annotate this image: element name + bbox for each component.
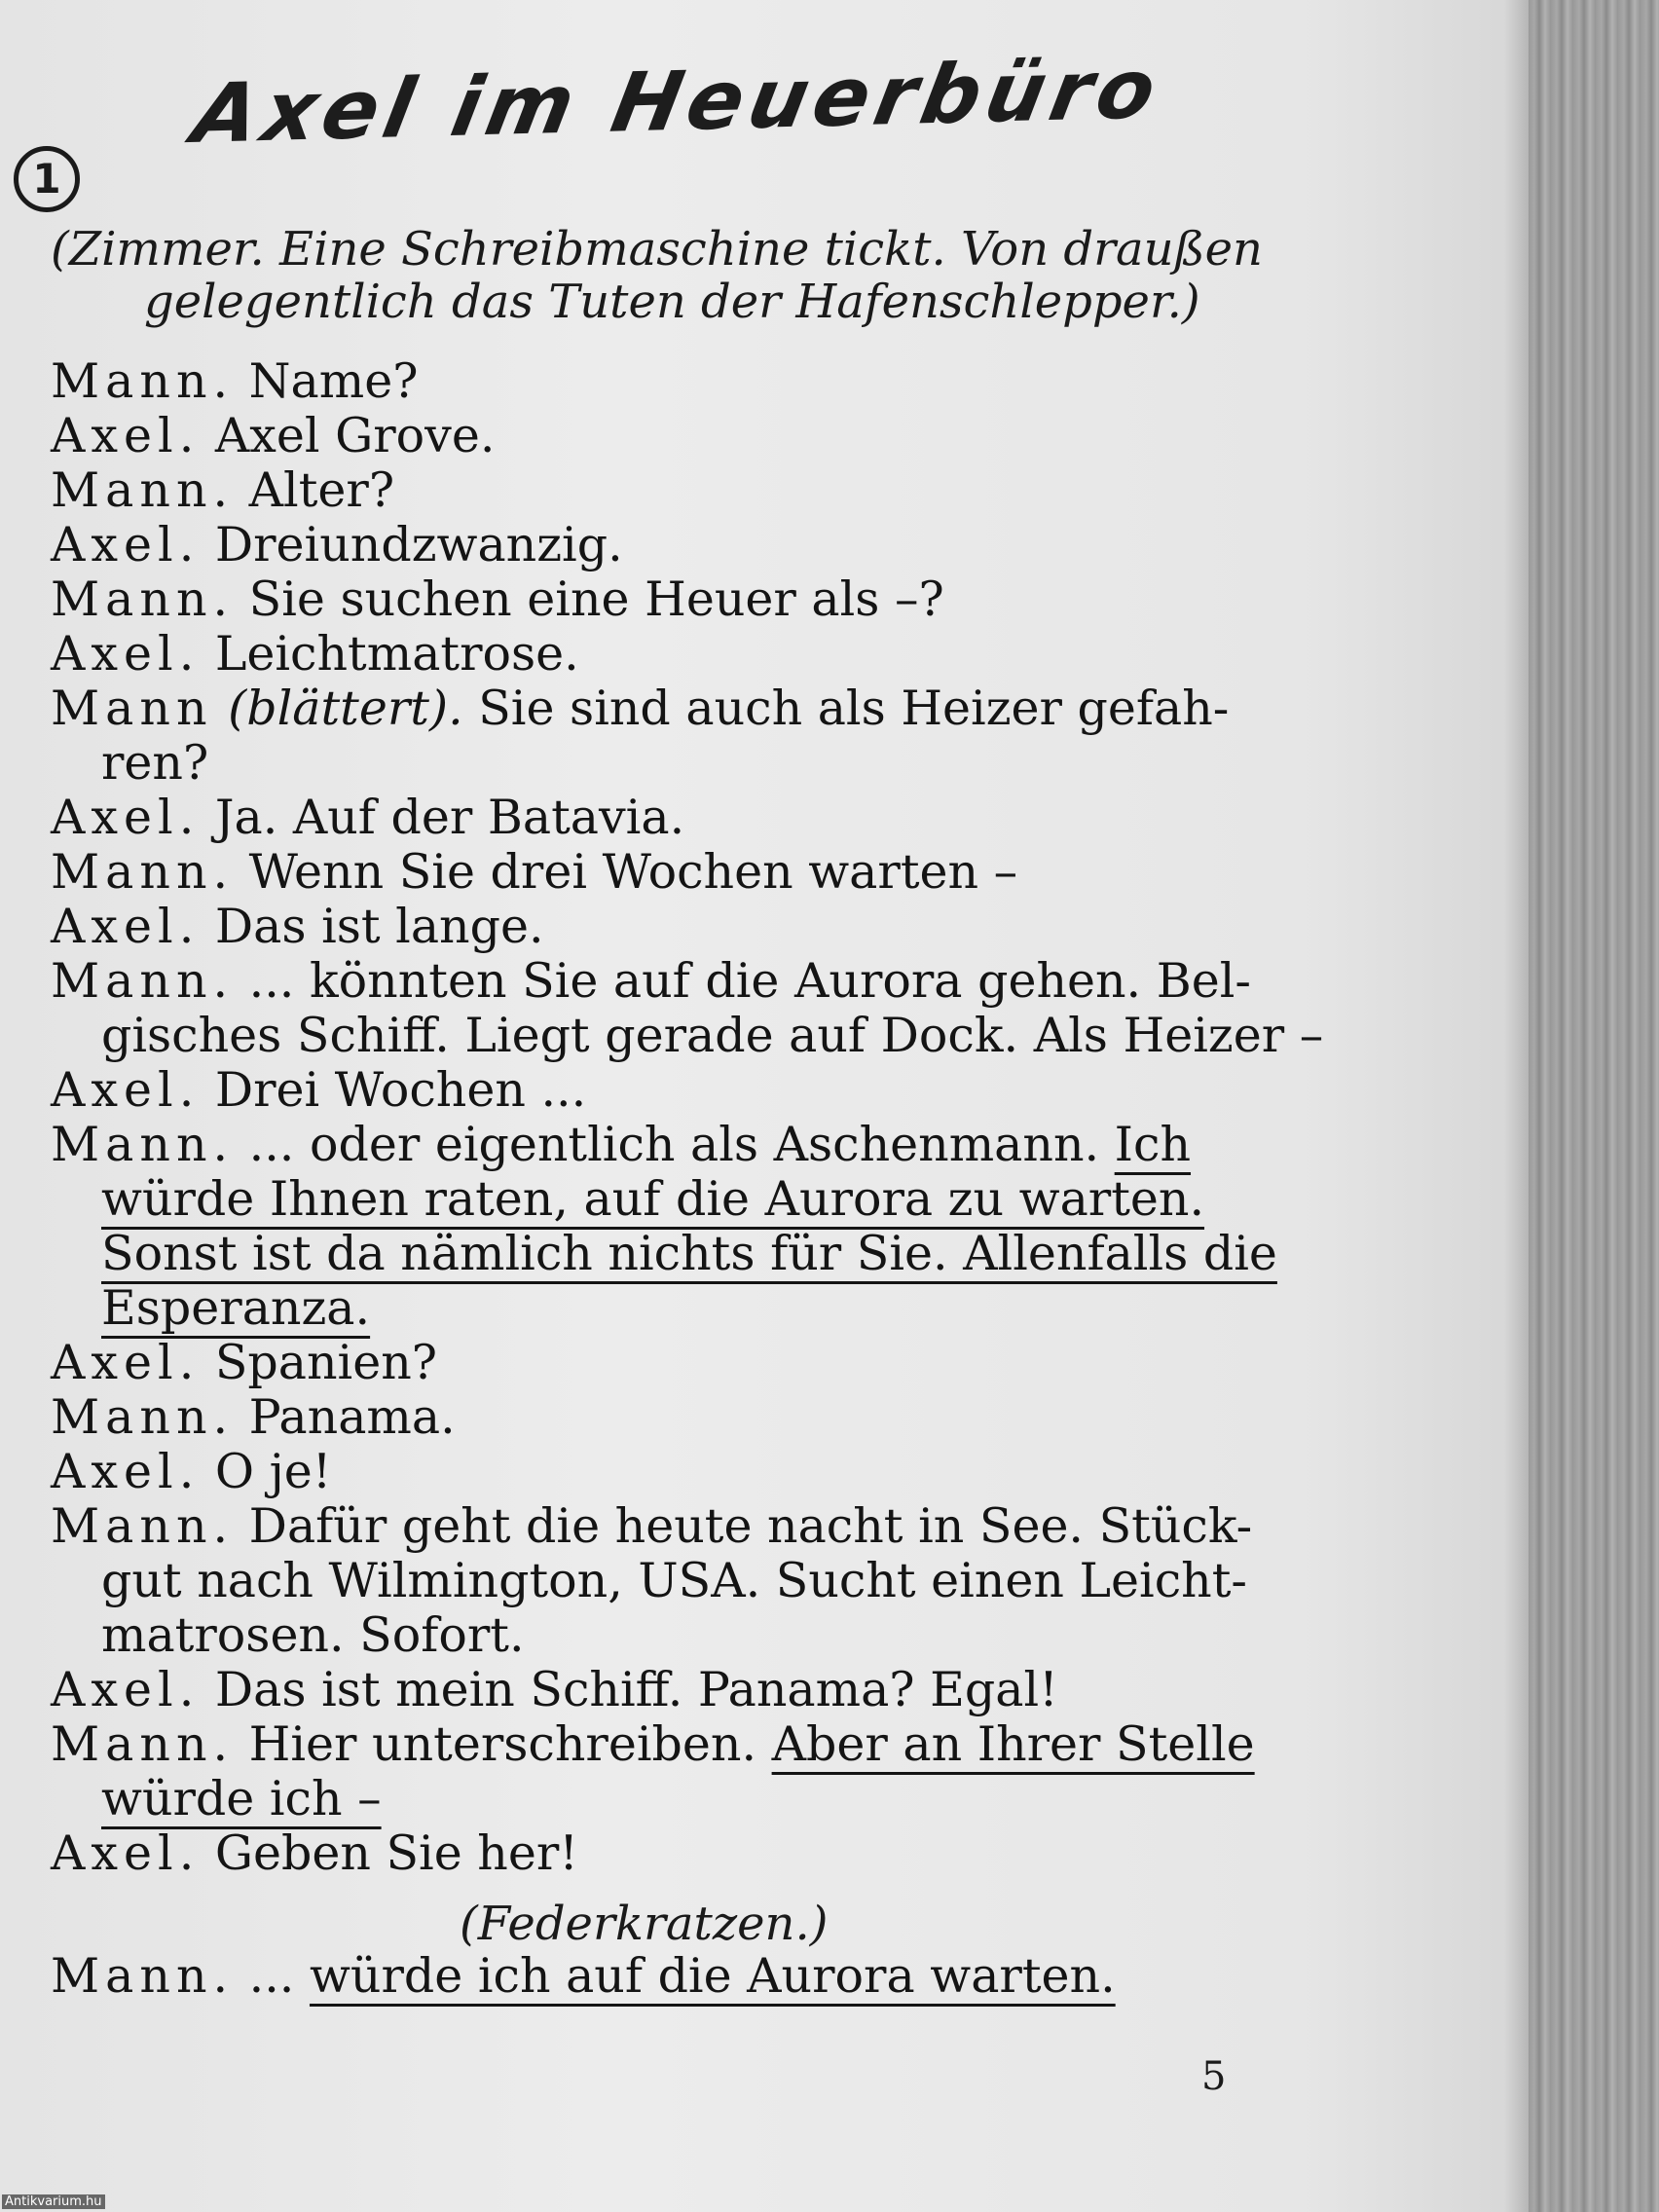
dialogue-continuation: ren? [101, 735, 209, 791]
speaker: Axel. [51, 1062, 201, 1118]
dialogue-line [51, 1717, 1255, 1772]
speech: Alter? [248, 462, 395, 518]
speech: Drei Wochen ... [214, 1062, 587, 1118]
dialogue-continuation: gut nach Wilmington, USA. Sucht einen Leicht- [101, 1553, 1247, 1608]
speaker: Mann. [51, 844, 235, 900]
speaker: Mann. [51, 953, 235, 1009]
stage-direction-line-2: gelegentlich das Tuten der Hafenschlepper.) [144, 275, 1200, 329]
speaker: Mann. [51, 1948, 235, 2004]
dialogue-line [51, 1949, 1116, 2004]
speech: ... oder eigentlich als Aschenmann. [248, 1117, 1100, 1172]
book-edge [1529, 0, 1659, 2212]
speaker: Mann. [51, 1389, 235, 1445]
dialogue-continuation: gisches Schiff. Liegt gerade auf Dock. Als Heizer – [101, 1008, 1324, 1063]
speech: Panama. [248, 1389, 456, 1445]
speech: Dafür geht die heute nacht in See. Stück- [248, 1498, 1253, 1554]
speech: Ja. Auf der Batavia. [214, 790, 685, 845]
stage-direction-line-1: (Zimmer. Eine Schreibmaschine tickt. Von draußen [51, 222, 1263, 276]
dialogue-continuation-underlined: würde ich – [101, 1771, 382, 1826]
dialogue-continuation-underlined: Esperanza. [101, 1280, 371, 1336]
speaker: Axel. [51, 408, 201, 463]
watermark: Antikvarium.hu [2, 2194, 105, 2209]
speech: Das ist mein Schiff. Panama? Egal! [214, 1662, 1058, 1717]
speaker: Axel. [51, 1335, 201, 1390]
dialogue-line [51, 682, 1229, 736]
dialogue-line [51, 954, 1251, 1009]
speaker: Axel. [51, 790, 201, 845]
speaker: Mann. [51, 462, 235, 518]
underlined-speech: würde ich auf die Aurora warten. [309, 1948, 1116, 2004]
speaker: Mann [51, 681, 213, 736]
dialogue-line [51, 1118, 1191, 1172]
speaker: Axel. [51, 517, 201, 572]
page-edge-shadow [1504, 0, 1529, 2212]
dialogue-line [51, 1336, 437, 1390]
speaker: Mann. [51, 353, 235, 409]
speech: O je! [214, 1444, 332, 1499]
dialogue-line [51, 1445, 331, 1499]
dialogue-line [51, 1063, 586, 1118]
handwritten-title: Axel im Heuerbüro [185, 41, 1169, 162]
dialogue-line [51, 463, 394, 518]
dialogue-line [51, 900, 544, 954]
speech: Dreiundzwanzig. [214, 517, 623, 572]
speaker: Mann. [51, 571, 235, 627]
handwritten-circled-number: 1 [14, 146, 80, 212]
speech: Name? [248, 353, 419, 409]
speaker: Mann. [51, 1716, 235, 1772]
dialogue-line [51, 1663, 1058, 1717]
dialogue-line [51, 1499, 1252, 1554]
speech: Geben Sie her! [214, 1825, 578, 1881]
speech: Spanien? [214, 1335, 438, 1390]
dialogue-line [51, 1390, 456, 1445]
dialogue-line [51, 518, 623, 572]
stage-direction-federkratzen: (Federkratzen.) [460, 1897, 829, 1951]
speech: ... könnten Sie auf die Aurora gehen. Bel- [248, 953, 1251, 1009]
page-number: 5 [1201, 2054, 1227, 2099]
speaker: Mann. [51, 1117, 235, 1172]
dialogue-line [51, 1826, 578, 1881]
dialogue-line [51, 627, 579, 682]
stage-direction-inline: (blättert). [228, 681, 463, 736]
dialogue-continuation-underlined: würde Ihnen raten, auf die Aurora zu warten. [101, 1171, 1205, 1227]
speaker: Axel. [51, 1662, 201, 1717]
dialogue-line [51, 572, 944, 627]
speech: ... [248, 1948, 295, 2004]
dialogue-continuation: matrosen. Sofort. [101, 1607, 525, 1663]
speaker: Axel. [51, 1444, 201, 1499]
dialogue-line [51, 791, 684, 845]
dialogue-line [51, 354, 418, 409]
speech: Leichtmatrose. [214, 626, 579, 682]
dialogue-line [51, 409, 495, 463]
underlined-speech: Ich [1114, 1117, 1192, 1172]
speech: Wenn Sie drei Wochen warten – [248, 844, 1018, 900]
speech: Hier unterschreiben. [248, 1716, 757, 1772]
dialogue-continuation-underlined: Sonst ist da nämlich nichts für Sie. Allenfalls die [101, 1226, 1277, 1281]
speaker: Mann. [51, 1498, 235, 1554]
speech: Sie sind auch als Heizer gefah- [478, 681, 1230, 736]
dialogue-line [51, 845, 1017, 900]
underlined-speech: Aber an Ihrer Stelle [771, 1716, 1255, 1772]
speech: Sie suchen eine Heuer als –? [248, 571, 944, 627]
speech: Axel Grove. [214, 408, 496, 463]
speaker: Axel. [51, 626, 201, 682]
speaker: Axel. [51, 1825, 201, 1881]
speaker: Axel. [51, 899, 201, 954]
speech: Das ist lange. [214, 899, 544, 954]
